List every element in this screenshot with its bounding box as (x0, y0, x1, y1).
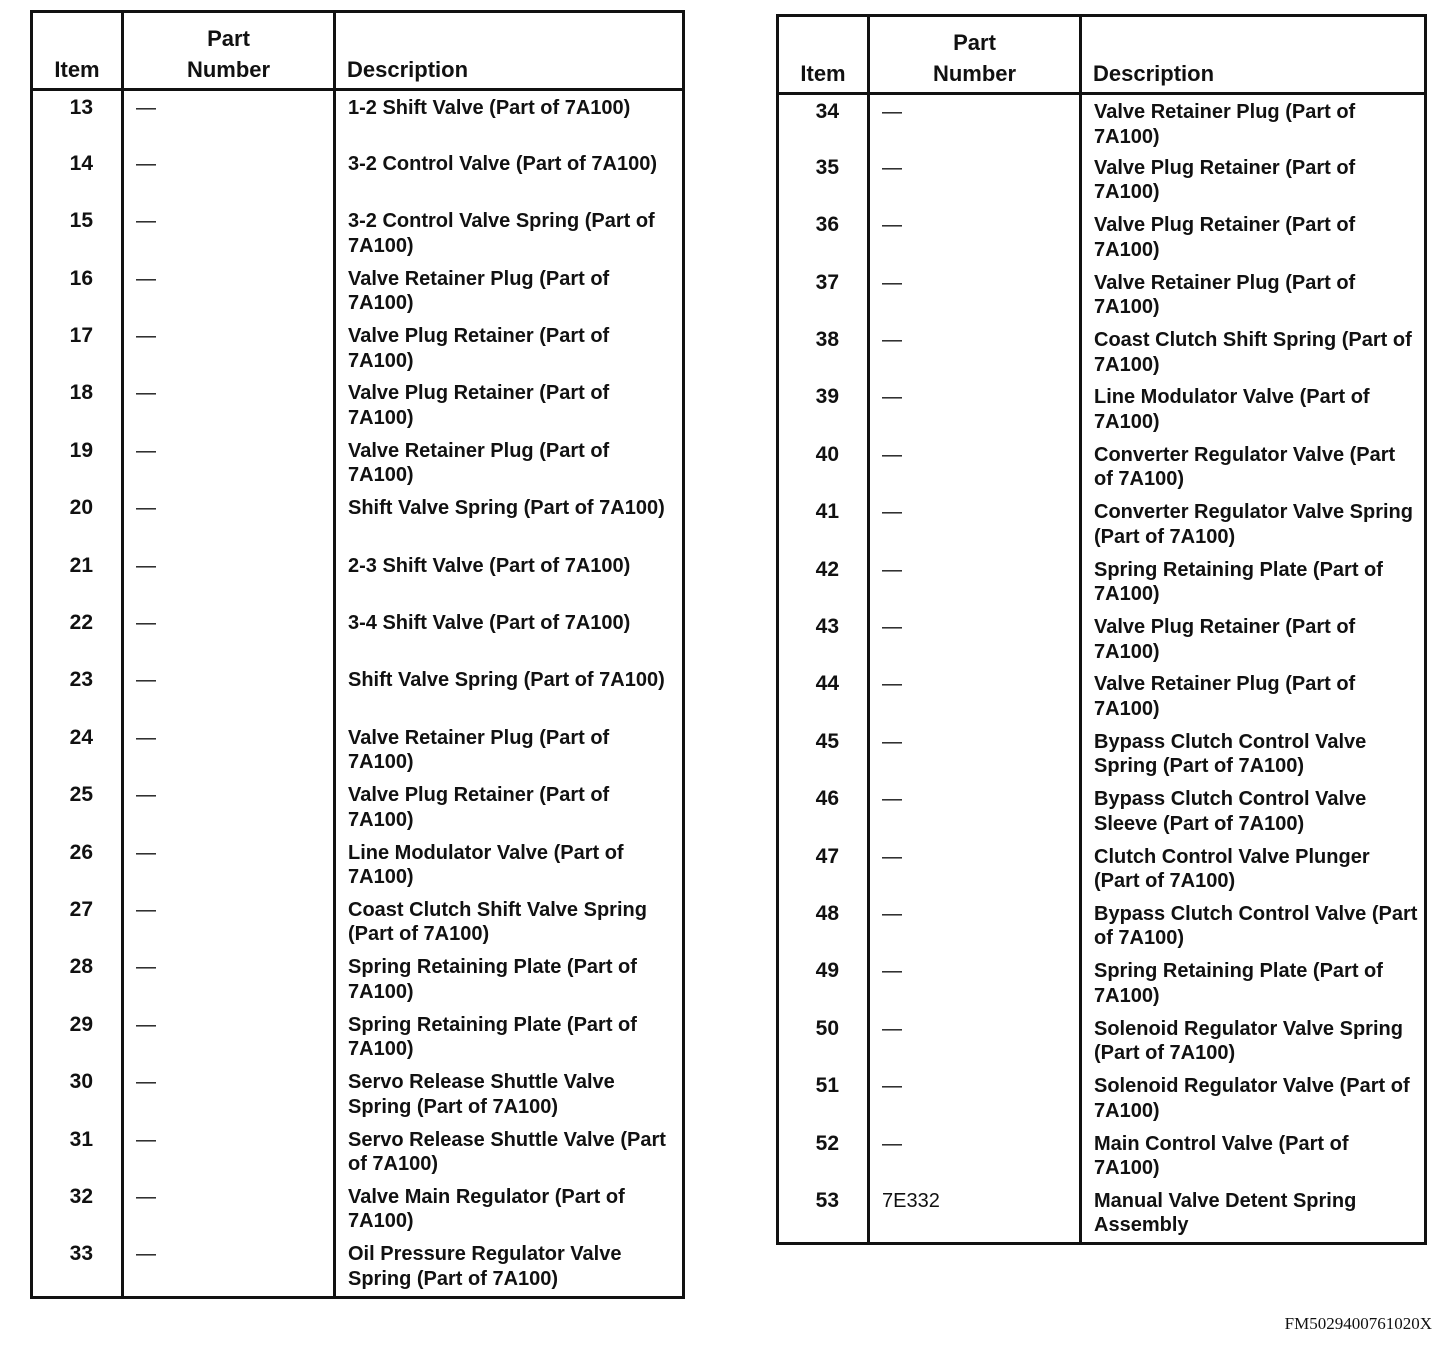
description: Converter Regulator Valve Spring (Part of 7A100) (1081, 495, 1426, 552)
item-number: 40 (778, 438, 869, 495)
description: 3-4 Shift Valve (Part of 7A100) (335, 606, 684, 663)
part-number: — (123, 204, 335, 261)
part-number: — (869, 438, 1081, 495)
table-row (778, 1069, 1426, 1126)
description: Valve Plug Retainer (Part of 7A100) (335, 319, 684, 376)
part-number: — (123, 663, 335, 720)
part-number: — (869, 323, 1081, 380)
part-number: — (123, 721, 335, 778)
item-number: 13 (32, 90, 123, 147)
description: Line Modulator Valve (Part of 7A100) (335, 836, 684, 893)
header-part-line1: Part (953, 30, 996, 55)
item-number: 19 (32, 434, 123, 491)
description: Valve Plug Retainer (Part of 7A100) (1081, 208, 1426, 265)
table-row (32, 147, 684, 204)
description: Oil Pressure Regulator Valve Spring (Part of 7A100) (335, 1237, 684, 1297)
item-number: 14 (32, 147, 123, 204)
item-number: 50 (778, 1012, 869, 1069)
table-row (32, 549, 684, 606)
description: Coast Clutch Shift Valve Spring (Part of 7A100) (335, 893, 684, 950)
part-number: — (123, 90, 335, 147)
table-row (32, 90, 684, 147)
table-row (32, 950, 684, 1007)
part-number: — (123, 319, 335, 376)
part-number: — (123, 950, 335, 1007)
table-row (778, 438, 1426, 495)
table-row (778, 954, 1426, 1011)
description: Bypass Clutch Control Valve Spring (Part of 7A100) (1081, 725, 1426, 782)
table-row (778, 897, 1426, 954)
part-number: — (869, 954, 1081, 1011)
table-body-left (32, 90, 684, 1298)
description: Main Control Valve (Part of 7A100) (1081, 1127, 1426, 1184)
table-row (778, 1184, 1426, 1244)
item-number: 33 (32, 1237, 123, 1297)
description: Shift Valve Spring (Part of 7A100) (335, 491, 684, 548)
table-header-row (778, 16, 1426, 94)
item-number: 43 (778, 610, 869, 667)
item-number: 24 (32, 721, 123, 778)
item-number: 49 (778, 954, 869, 1011)
item-number: 23 (32, 663, 123, 720)
part-number: — (869, 725, 1081, 782)
description: 2-3 Shift Valve (Part of 7A100) (335, 549, 684, 606)
table-body-right (778, 94, 1426, 1244)
part-number: — (123, 893, 335, 950)
part-number: — (869, 1012, 1081, 1069)
description: Spring Retaining Plate (Part of 7A100) (1081, 553, 1426, 610)
description: Spring Retaining Plate (Part of 7A100) (335, 950, 684, 1007)
description: Valve Plug Retainer (Part of 7A100) (335, 376, 684, 433)
table-row (778, 94, 1426, 151)
description: Bypass Clutch Control Valve Sleeve (Part of 7A100) (1081, 782, 1426, 839)
item-number: 44 (778, 667, 869, 724)
item-number: 27 (32, 893, 123, 950)
item-number: 34 (778, 94, 869, 151)
part-number: — (123, 1237, 335, 1297)
item-number: 52 (778, 1127, 869, 1184)
table-row (32, 778, 684, 835)
description: Valve Plug Retainer (Part of 7A100) (1081, 151, 1426, 208)
item-number: 47 (778, 840, 869, 897)
header-part-line1: Part (207, 26, 250, 51)
header-item: Item (32, 12, 123, 90)
description: 1-2 Shift Valve (Part of 7A100) (335, 90, 684, 147)
part-number: — (869, 208, 1081, 265)
item-number: 38 (778, 323, 869, 380)
item-number: 35 (778, 151, 869, 208)
item-number: 29 (32, 1008, 123, 1065)
item-number: 26 (32, 836, 123, 893)
description: Shift Valve Spring (Part of 7A100) (335, 663, 684, 720)
item-number: 30 (32, 1065, 123, 1122)
part-number: — (869, 610, 1081, 667)
item-number: 16 (32, 262, 123, 319)
description: Converter Regulator Valve (Part of 7A100) (1081, 438, 1426, 495)
description: Valve Retainer Plug (Part of 7A100) (335, 434, 684, 491)
part-number: — (123, 262, 335, 319)
table-row (778, 610, 1426, 667)
parts-table-right (776, 14, 1427, 1245)
description: Solenoid Regulator Valve Spring (Part of 7A100) (1081, 1012, 1426, 1069)
description: Clutch Control Valve Plunger (Part of 7A100) (1081, 840, 1426, 897)
table-row (778, 553, 1426, 610)
header-part-line2: Number (186, 57, 271, 82)
table-row (32, 893, 684, 950)
table-row (32, 1008, 684, 1065)
description: Solenoid Regulator Valve (Part of 7A100) (1081, 1069, 1426, 1126)
header-description: Description (1081, 16, 1426, 94)
item-number: 41 (778, 495, 869, 552)
part-number: — (123, 836, 335, 893)
description: Servo Release Shuttle Valve Spring (Part of 7A100) (335, 1065, 684, 1122)
part-number: — (123, 606, 335, 663)
description: 3-2 Control Valve Spring (Part of 7A100) (335, 204, 684, 261)
table-row (778, 840, 1426, 897)
part-number: — (123, 549, 335, 606)
description: Valve Plug Retainer (Part of 7A100) (1081, 610, 1426, 667)
item-number: 37 (778, 266, 869, 323)
table-row (32, 491, 684, 548)
description: Spring Retaining Plate (Part of 7A100) (335, 1008, 684, 1065)
table-row (32, 319, 684, 376)
item-number: 48 (778, 897, 869, 954)
part-number: — (869, 266, 1081, 323)
description: Coast Clutch Shift Spring (Part of 7A100) (1081, 323, 1426, 380)
item-number: 21 (32, 549, 123, 606)
table-row (778, 495, 1426, 552)
table-row (778, 323, 1426, 380)
table-row (778, 380, 1426, 437)
part-number: — (869, 1069, 1081, 1126)
part-number: — (123, 147, 335, 204)
table-row (32, 1065, 684, 1122)
table-row (778, 1012, 1426, 1069)
part-number: — (869, 782, 1081, 839)
description: Bypass Clutch Control Valve (Part of 7A100) (1081, 897, 1426, 954)
part-number: 7E332 (869, 1184, 1081, 1244)
description: Valve Retainer Plug (Part of 7A100) (335, 262, 684, 319)
part-number: — (869, 151, 1081, 208)
table-row (32, 262, 684, 319)
item-number: 51 (778, 1069, 869, 1126)
part-number: — (869, 553, 1081, 610)
table-row (778, 667, 1426, 724)
part-number: — (869, 840, 1081, 897)
table-row (32, 434, 684, 491)
item-number: 20 (32, 491, 123, 548)
figure-code: FM5029400761020X (1284, 1314, 1432, 1333)
part-number: — (869, 667, 1081, 724)
parts-table-left (30, 10, 685, 1299)
item-number: 25 (32, 778, 123, 835)
table-row (32, 836, 684, 893)
description: Valve Retainer Plug (Part of 7A100) (1081, 667, 1426, 724)
item-number: 32 (32, 1180, 123, 1237)
part-number: — (123, 491, 335, 548)
header-item: Item (778, 16, 869, 94)
header-part-number (869, 16, 1081, 94)
table-row (32, 663, 684, 720)
item-number: 42 (778, 553, 869, 610)
part-number: — (123, 376, 335, 433)
item-number: 31 (32, 1123, 123, 1180)
item-number: 28 (32, 950, 123, 1007)
description: Valve Retainer Plug (Part of 7A100) (335, 721, 684, 778)
description: Valve Retainer Plug (Part of 7A100) (1081, 94, 1426, 151)
table-row (32, 1237, 684, 1297)
table-row (778, 1127, 1426, 1184)
part-number: — (869, 495, 1081, 552)
header-part-line2: Number (932, 61, 1017, 86)
item-number: 53 (778, 1184, 869, 1244)
table-row (32, 606, 684, 663)
item-number: 36 (778, 208, 869, 265)
description: Line Modulator Valve (Part of 7A100) (1081, 380, 1426, 437)
item-number: 18 (32, 376, 123, 433)
table-row (778, 151, 1426, 208)
table-row (32, 721, 684, 778)
part-number: — (869, 94, 1081, 151)
part-number: — (123, 1008, 335, 1065)
table-row (32, 204, 684, 261)
item-number: 39 (778, 380, 869, 437)
description: 3-2 Control Valve (Part of 7A100) (335, 147, 684, 204)
part-number: — (123, 434, 335, 491)
part-number: — (123, 1180, 335, 1237)
header-description: Description (335, 12, 684, 90)
description: Valve Retainer Plug (Part of 7A100) (1081, 266, 1426, 323)
part-number: — (123, 1123, 335, 1180)
table-row (778, 266, 1426, 323)
description: Valve Plug Retainer (Part of 7A100) (335, 778, 684, 835)
description: Manual Valve Detent Spring Assembly (1081, 1184, 1426, 1244)
item-number: 15 (32, 204, 123, 261)
part-number: — (869, 1127, 1081, 1184)
table-row (32, 1123, 684, 1180)
table-row (778, 208, 1426, 265)
table-row (778, 782, 1426, 839)
description: Valve Main Regulator (Part of 7A100) (335, 1180, 684, 1237)
description: Servo Release Shuttle Valve (Part of 7A100) (335, 1123, 684, 1180)
table-row (778, 725, 1426, 782)
part-number: — (869, 897, 1081, 954)
item-number: 46 (778, 782, 869, 839)
item-number: 17 (32, 319, 123, 376)
part-number: — (869, 380, 1081, 437)
table-header-row (32, 12, 684, 90)
header-part-number (123, 12, 335, 90)
part-number: — (123, 1065, 335, 1122)
item-number: 22 (32, 606, 123, 663)
part-number: — (123, 778, 335, 835)
item-number: 45 (778, 725, 869, 782)
table-row (32, 1180, 684, 1237)
table-row (32, 376, 684, 433)
description: Spring Retaining Plate (Part of 7A100) (1081, 954, 1426, 1011)
